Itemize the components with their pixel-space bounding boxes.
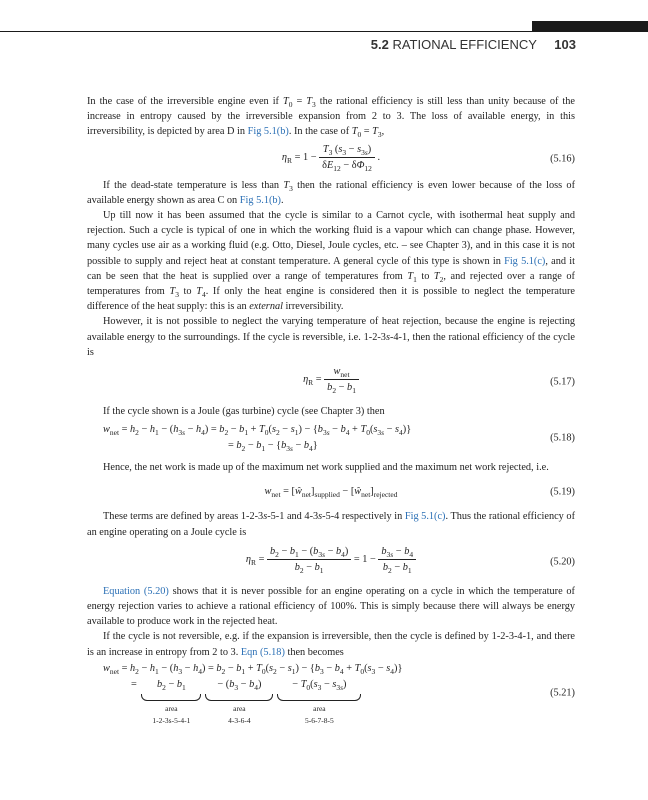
paragraph-7: These terms are defined by areas 1-2-3s-5-1 and 4-3s-5-4 respectively in Fig 5.1(c). Thus the rational efficiency of an engine operating on a Joule cycle is (87, 511, 575, 538)
body-text (87, 94, 575, 727)
paragraph-5: If the cycle shown is a Joule (gas turbine) cycle (see Chapter 3) then (103, 406, 385, 418)
fig-link[interactable]: Fig 5.1(c) (504, 255, 546, 267)
header-rule (0, 31, 648, 32)
equation-number: (5.20) (550, 556, 575, 568)
header-bar (532, 21, 648, 31)
equation-link[interactable]: Eqn (5.18) (240, 646, 285, 658)
equation-5-20: $\eta_R$ = $\frac{b_2 - b_1 - (b_{3s} - b_4)}{b_2 - b_1}$ = 1 − $\frac{b_{3s} - b_4}{b_2 - b_1}$ (5.20) (245, 545, 575, 575)
paragraph-9: If the cycle is not reversible, e.g. if the expansion is irreversible, then the cycle is defined by 1-2-3-4-1, and there is an increase in entropy from 2 to 3. Eqn (5.18) then becomes (87, 631, 575, 658)
fig-link[interactable]: Fig 5.1(b) (247, 126, 289, 138)
section-title: RATIONAL EFFICIENCY (392, 37, 537, 52)
page-number: 103 (554, 37, 576, 52)
equation-5-21: $w_{net} = h_2 - h_1 - (h_3 - h_4) = b_2 - b_1 + T_0(s_2 - s_1) - \{b_3 - b_4 + T_0(s_3 - s_4)\}$ = $b_2 - b_1$ area 1-2-3s-5-4-1 − $(b_3 - b_4)$ area 4-3-6-4 − $T_0(s_3 - s_{3s})$ area 5-6-7-8-5 (5.21) (103, 662, 575, 725)
equation-number: (5.19) (550, 486, 575, 498)
fig-link[interactable]: Fig 5.1(c) (404, 511, 446, 523)
equation-5-18: $w_{net} = h_2 - h_1 - (h_{3s} - h_4) = b_2 - b_1 + T_0(s_2 - s_1) - \{b_{3s} - b_4 + T_0(s_{3s} - s_4)\}$ = $b_2 - b_1 - \{b_{3s} - b_4\}$ (5.18) (103, 424, 575, 454)
paragraph-4: However, it is not possible to neglect the varying temperature of heat rejection, because the engine is rejecting available energy to the surroundings. If the cycle is reversible, i.e. 1-2-3s-4-1, then the rational efficiency of the cycle is (87, 316, 575, 358)
running-header (371, 37, 576, 52)
paragraph-8: Equation (5.20) shows that it is never possible for an engine operating on a cycle in which the temperature of energy rejection varies to achieve a rational efficiency of 100%. This is simply because there will always be energy available to produce work in the rejected heat. (87, 585, 575, 628)
paragraph-3: Up till now it has been assumed that the cycle is similar to a Carnot cycle, with isothermal heat supply and rejection. Such a cycle is typical of one in which the working fluid is a vapour which can change phase. However, many cycles use air as a working fluid (e.g. Otto, Diesel, Joule cycles, etc. – see Chapter 3), and in this case it is not possible to supply and reject heat at constant temperature. A general cycle of this type is shown in Fig 5.1(c), and it can be seen that the heat is supplied over a range of temperatures from $T_1$ to $T_2$, and rejected over a range of temperatures from $T_3$ to $T_4$. If only the heat engine is considered then it is possible to neglect the temperature difference of the heat supply: this is an external irreversibility. (87, 210, 576, 313)
equation-5-17: $\eta_R$ = $\frac{w_{net}}{b_2 - b_1}$ (5.17) (303, 366, 575, 396)
equation-5-19: $w_{net}$ = $[ŵ_{net}]_{supplied}$ − $[ŵ_{net}]_{rejected}$ (5.19) (264, 486, 575, 500)
equation-number: (5.18) (550, 432, 575, 444)
section-number: 5.2 (370, 37, 389, 52)
equation-number: (5.16) (550, 153, 575, 165)
paragraph-6: Hence, the net work is made up of the maximum net work supplied and the maximum net work rejected, i.e. (103, 462, 549, 474)
paragraph-1: In the case of the irreversible engine even if $T_0 = T_3$ the rational efficiency is still less than unity because of the increase in entropy caused by the irreversible expansion from 2 to 3. The loss of available energy, in this irreversibility, is depicted by area D in Fig 5.1(b). In the case of $T_0 = T_3$, (87, 96, 575, 140)
equation-5-16: $\eta_R = 1$ − $\frac{T_3 (s_3 - s_{3s})}{\delta E_{12} - \delta\Phi_{12}}$ . (5.16) (281, 143, 575, 173)
equation-number: (5.17) (550, 376, 575, 388)
paragraph-2: If the dead-state temperature is less than $T_3$ then the rational efficiency is even lower because of the loss of available energy shown as area C on Fig 5.1(b). (87, 179, 575, 206)
fig-link[interactable]: Fig 5.1(b) (239, 194, 281, 206)
equation-number: (5.21) (550, 687, 575, 699)
equation-link[interactable]: Equation (5.20) (103, 585, 169, 597)
